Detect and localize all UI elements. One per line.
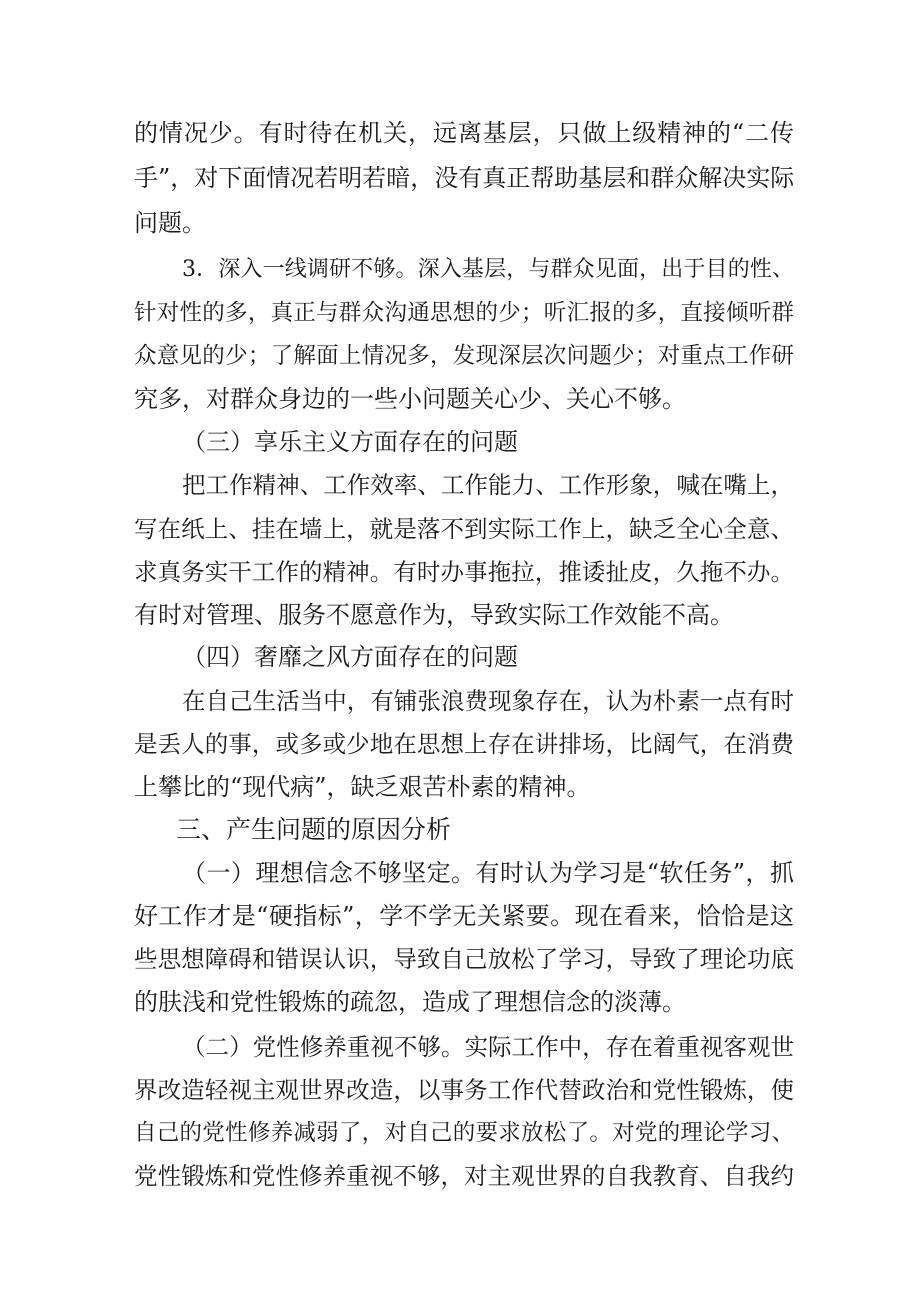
paragraph-line: 把工作精神、工作效率、工作能力、工作形象，喊在嘴上， <box>182 471 794 499</box>
paragraph-line: 党性锻炼和党性修养重视不够，对主观世界的自我教育、自我约 <box>134 1162 794 1190</box>
section-heading: （三）享乐主义方面存在的问题 <box>182 428 518 456</box>
paragraph-line: 众意见的少；了解面上情况多，发现深层次问题少；对重点工作研 <box>134 343 794 369</box>
paragraph-line: 3．深入一线调研不够。深入基层，与群众见面，出于目的性、 <box>182 257 794 282</box>
paragraph-line: 问题。 <box>134 209 206 237</box>
paragraph-line: 自己的党性修养减弱了，对自己的要求放松了。对党的理论学习、 <box>134 1120 794 1146</box>
paragraph-line: 界改造轻视主观世界改造，以事务工作代替政治和党性锻炼，使 <box>134 1076 794 1104</box>
paragraph-line: （一）理想信念不够坚定。有时认为学习是“软任务”，抓 <box>182 859 794 887</box>
section-heading: （四）奢靡之风方面存在的问题 <box>182 643 518 671</box>
paragraph-line: 在自己生活当中，有铺张浪费现象存在，认为朴素一点有时 <box>182 687 794 715</box>
paragraph-line: 究多，对群众身边的一些小问题关心少、关心不够。 <box>134 385 686 413</box>
paragraph-line: 好工作才是“硬指标”，学不学无关紧要。现在看来，恰恰是这 <box>134 902 794 930</box>
paragraph-line: （二）党性修养重视不够。实际工作中，存在着重视客观世 <box>182 1033 794 1061</box>
paragraph-line: 针对性的多，真正与群众沟通思想的少；听汇报的多，直接倾听群 <box>134 300 794 326</box>
paragraph-line: 上攀比的“现代病”，缺乏艰苦朴素的精神。 <box>134 773 591 801</box>
paragraph-line: 有时对管理、服务不愿意作为，导致实际工作效能不高。 <box>134 601 734 629</box>
paragraph-line: 手”，对下面情况若明若暗，没有真正帮助基层和群众解决实际 <box>134 164 795 192</box>
paragraph-line: 的肤浅和党性锻炼的疏忽，造成了理想信念的淡薄。 <box>134 988 686 1016</box>
paragraph-line: 写在纸上、挂在墙上，就是落不到实际工作上，缺乏全心全意、 <box>134 515 794 543</box>
paragraph-line: 求真务实干工作的精神。有时办事拖拉，推诿扯皮，久拖不办。 <box>134 558 794 586</box>
paragraph-line: 的情况少。有时待在机关，远离基层，只做上级精神的“二传 <box>134 119 794 147</box>
paragraph-line: 是丢人的事，或多或少地在思想上存在讲排场，比阔气，在消费 <box>134 730 794 758</box>
chapter-heading: 三、产生问题的原因分析 <box>176 815 452 844</box>
paragraph-line: 些思想障碍和错误认识，导致自己放松了学习，导致了理论功底 <box>134 945 794 973</box>
